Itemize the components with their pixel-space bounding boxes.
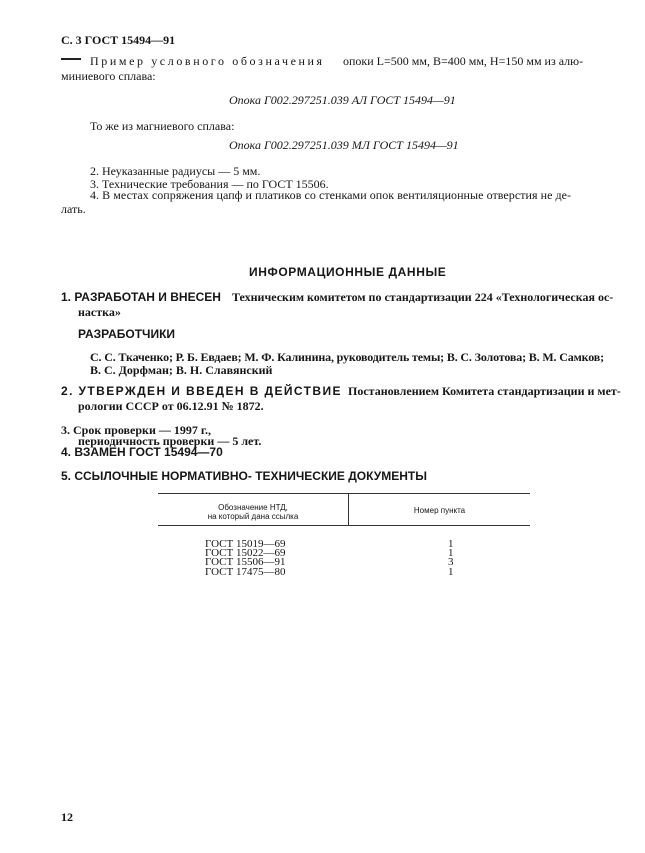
note-4-cont: лать.: [61, 202, 86, 216]
note-4: 4. В местах сопряжения цапф и платиков со стенками опок вентиляционные отверстия не де-: [90, 188, 572, 202]
info-5: 5. ССЫЛОЧНЫЕ НОРМАТИВНО- ТЕХНИЧЕСКИЕ ДОКУМЕНТЫ: [61, 469, 427, 483]
info-1-text: Техническим комитетом по стандартизации 224 «Технологическая ос-: [232, 290, 614, 304]
info-1-label: 1. РАЗРАБОТАН И ВНЕСЕН: [61, 290, 221, 304]
table-row-doc: ГОСТ 15506—91: [205, 556, 286, 568]
table-row-clause: 1: [448, 547, 454, 559]
designation-al: Опока Г002.297251.039 АЛ ГОСТ 15494—91: [229, 93, 456, 107]
info-2-label: 2. УТВЕРЖДЕН И ВВЕДЕН В ДЕЙСТВИЕ: [61, 384, 342, 398]
page-header: С. 3 ГОСТ 15494—91: [61, 33, 176, 47]
table-row-doc: ГОСТ 17475—80: [205, 566, 286, 578]
page-number: 12: [61, 810, 73, 824]
magnesium-intro: То же из магниевого сплава:: [90, 119, 235, 133]
info-2-text: Постановлением Комитета стандартизации и мет-: [348, 384, 621, 398]
developers-line-1: С. С. Ткаченко; Р. Б. Евдаев; М. Ф. Калинина, руководитель темы; В. С. Золотова; В. М. Самков;: [90, 350, 604, 364]
developers-heading: РАЗРАБОТЧИКИ: [78, 327, 176, 341]
info-heading: ИНФОРМАЦИОННЫЕ ДАННЫЕ: [249, 265, 447, 279]
info-3-line-2: периодичность проверки — 5 лет.: [78, 434, 262, 448]
note-3: 3. Технические требования — по ГОСТ 15506.: [90, 177, 329, 191]
table-col1-header-line-1: Обозначение НТД,: [218, 503, 288, 512]
table-col1-header-line-2: на который дана ссылка: [207, 512, 299, 521]
note-2: 2. Неуказанные радиусы — 5 мм.: [90, 164, 261, 178]
table-header-rule: [158, 525, 530, 526]
table-row-doc: ГОСТ 15022—69: [205, 547, 286, 559]
table-top-rule: [158, 493, 530, 494]
designation-ml: Опока Г002.297251.039 МЛ ГОСТ 15494—91: [229, 138, 459, 152]
table-row-doc: ГОСТ 15019—69: [205, 538, 286, 550]
table-row-clause: 1: [448, 538, 454, 550]
table-col2-header: Номер пункта: [413, 506, 466, 515]
table-row-clause: 3: [448, 556, 454, 568]
info-2-cont: рологии СССР от 06.12.91 № 1872.: [78, 399, 264, 413]
info-1-cont: настка»: [78, 305, 121, 319]
info-3-line-1: 3. Срок проверки — 1997 г.,: [61, 423, 211, 437]
table-row-clause: 1: [448, 566, 454, 578]
example-params: опоки L=500 мм, B=400 мм, H=150 мм из алю-: [343, 54, 584, 68]
developers-line-2: В. С. Дорфман; В. Н. Славянский: [90, 363, 273, 377]
example-intro: Пример условного обозначения: [90, 54, 325, 68]
info-4: 4. ВЗАМЕН ГОСТ 15494—70: [61, 445, 223, 459]
correction-mark: [61, 58, 81, 60]
example-params-cont: миниевого сплава:: [61, 69, 156, 83]
